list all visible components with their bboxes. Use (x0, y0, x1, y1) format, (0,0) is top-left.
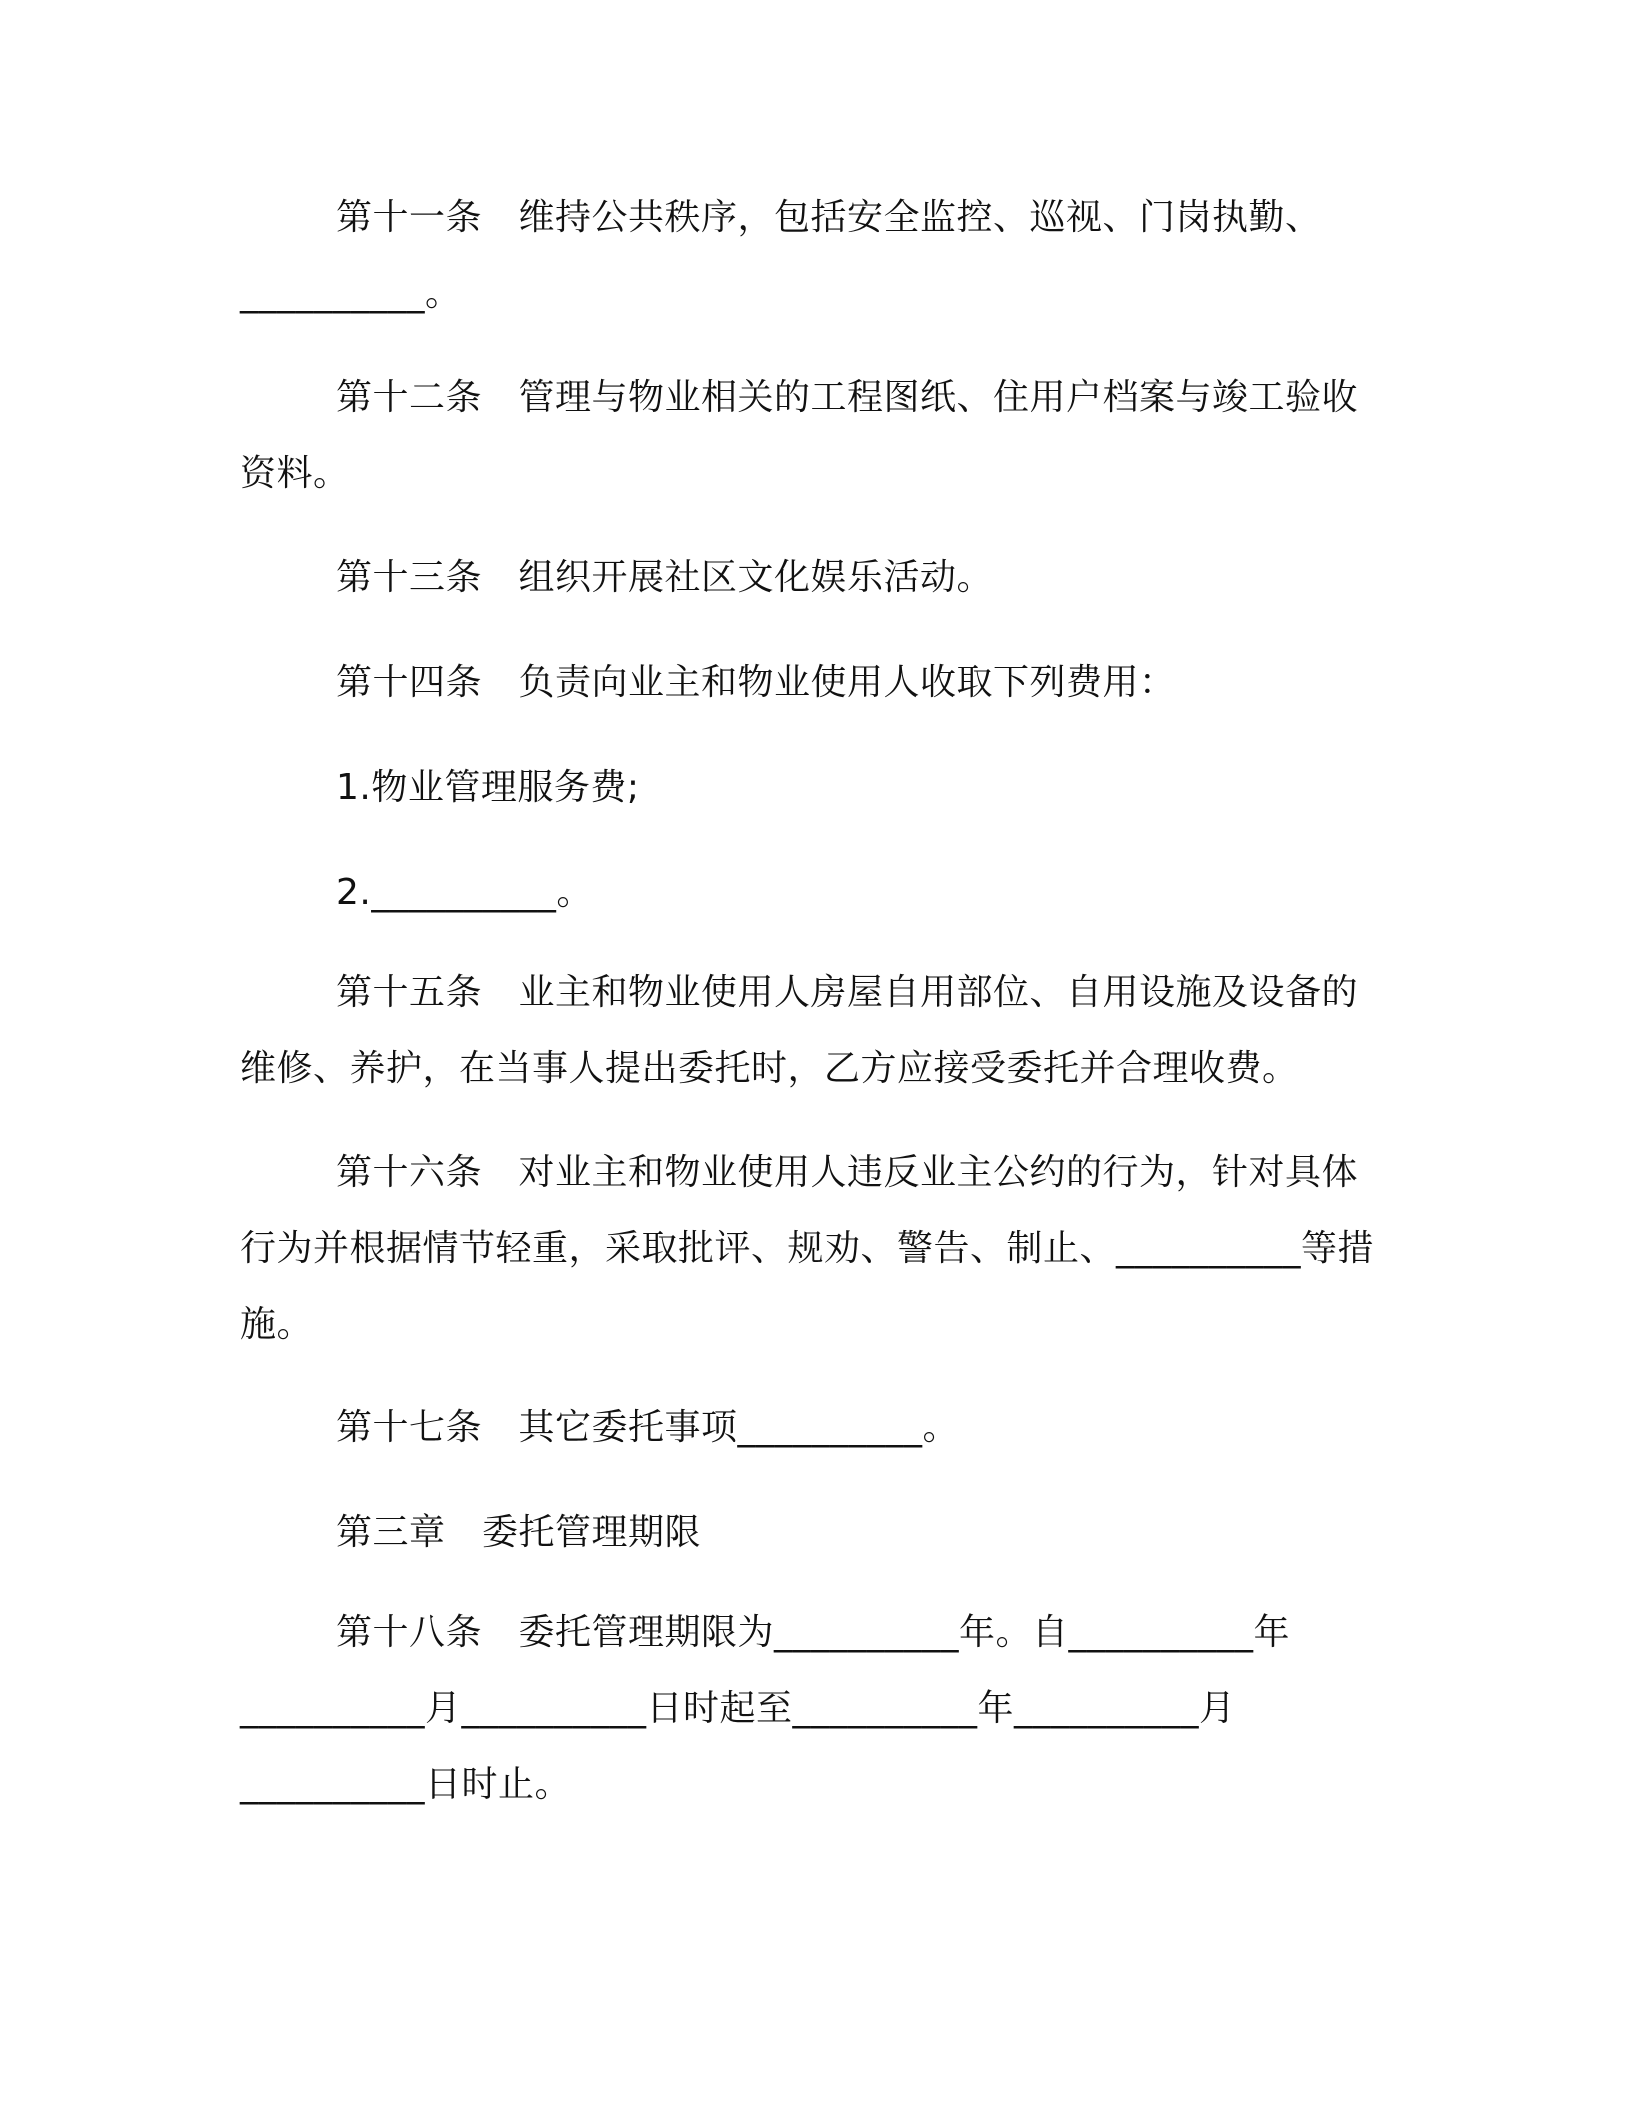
chapter-3-heading: 第三章 委托管理期限 (336, 1512, 702, 1553)
article-15: 第十五条 业主和物业使用人房屋自用部位、自用设施及设备的维修、养护，在当事人提出委托时，乙方应接受委托并合理收费。 (240, 972, 1359, 1089)
article-14-item-2: 2.__________。 (336, 872, 593, 913)
article-13: 第十三条 组织开展社区文化娱乐活动。 (336, 557, 994, 598)
article-16: 第十六条 对业主和物业使用人违反业主公约的行为，针对具体行为并根据情节轻重，采取批评、规劝、警告、制止、__________等措施。 (240, 1152, 1375, 1345)
article-12: 第十二条 管理与物业相关的工程图纸、住用户档案与竣工验收资料。 (240, 377, 1359, 494)
article-14: 第十四条 负责向业主和物业使用人收取下列费用： (336, 662, 1176, 703)
article-17: 第十七条 其它委托事项__________。 (336, 1407, 960, 1448)
article-11: 第十一条 维持公共秩序，包括安全监控、巡视、门岗执勤、__________。 (240, 197, 1322, 314)
article-14-item-1: 1.物业管理服务费; (336, 767, 640, 808)
article-18: 第十八条 委托管理期限为__________年。自__________年__________月__________日时起至__________年__________月__________日时止。 (240, 1612, 1291, 1805)
